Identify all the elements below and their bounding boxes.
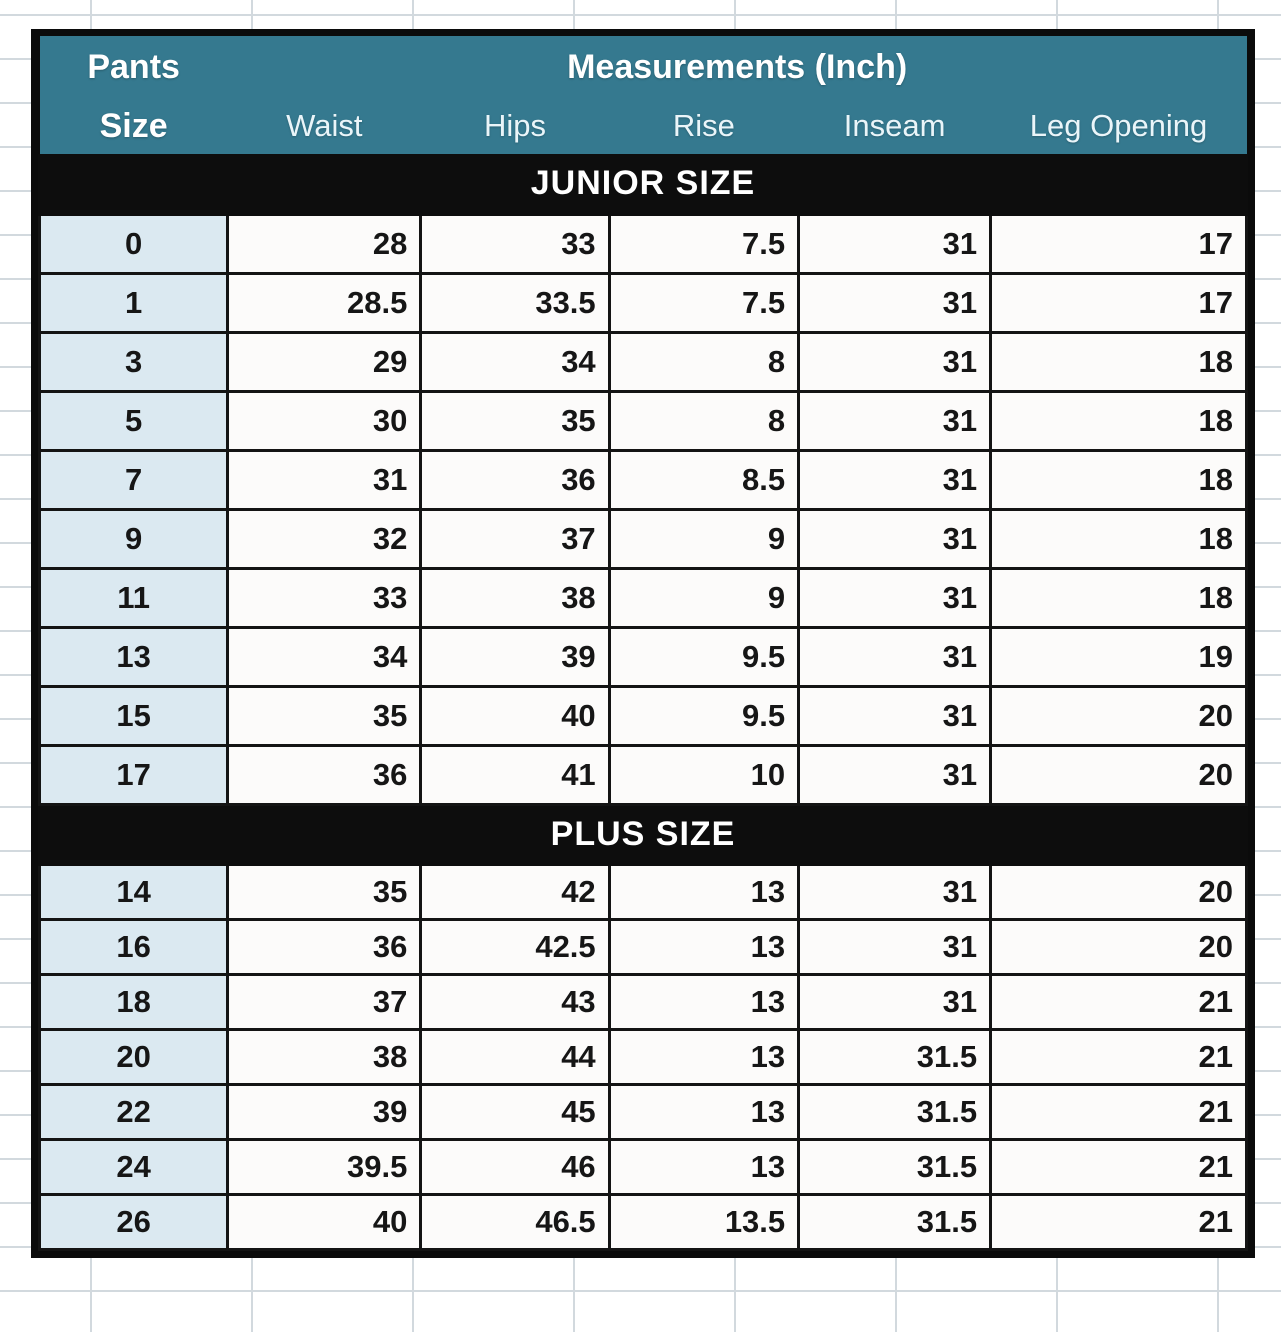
- value-cell-rise: 13.5: [609, 1194, 798, 1249]
- value-cell-hips: 33: [421, 214, 609, 273]
- size-cell: 18: [40, 974, 228, 1029]
- value-cell-inseam: 31.5: [799, 1084, 991, 1139]
- section-header-plus-size: [40, 804, 1247, 864]
- value-cell-hips: 45: [421, 1084, 609, 1139]
- table-row: [40, 686, 1247, 745]
- measurements-group-header: Measurements (Inch): [228, 36, 1247, 98]
- table-row: [40, 1194, 1247, 1249]
- value-cell-waist: 36: [228, 745, 421, 804]
- section-header-row: [40, 804, 1247, 864]
- value-cell-rise: 7.5: [609, 214, 798, 273]
- value-cell-inseam: 31: [799, 627, 991, 686]
- value-cell-waist: 28: [228, 214, 421, 273]
- column-header-rise: Rise: [609, 98, 798, 154]
- value-cell-rise: 9: [609, 568, 798, 627]
- value-cell-rise: 13: [609, 864, 798, 919]
- value-cell-waist: 29: [228, 332, 421, 391]
- value-cell-leg-opening: 17: [991, 214, 1247, 273]
- value-cell-hips: 42.5: [421, 919, 609, 974]
- value-cell-leg-opening: 21: [991, 1139, 1247, 1194]
- value-cell-inseam: 31: [799, 450, 991, 509]
- value-cell-rise: 9: [609, 509, 798, 568]
- value-cell-inseam: 31.5: [799, 1029, 991, 1084]
- size-cell: 17: [40, 745, 228, 804]
- section-title: PLUS SIZE: [550, 814, 736, 853]
- value-cell-inseam: 31: [799, 214, 991, 273]
- value-cell-rise: 13: [609, 974, 798, 1029]
- value-cell-rise: 13: [609, 1084, 798, 1139]
- pants-header-label: Pants: [40, 36, 228, 98]
- size-cell: 11: [40, 568, 228, 627]
- table-body: [40, 154, 1247, 1249]
- size-cell: 22: [40, 1084, 228, 1139]
- value-cell-waist: 36: [228, 919, 421, 974]
- value-cell-inseam: 31: [799, 974, 991, 1029]
- value-cell-rise: 13: [609, 1139, 798, 1194]
- value-cell-inseam: 31: [799, 391, 991, 450]
- size-cell: 1: [40, 273, 228, 332]
- table-row: [40, 391, 1247, 450]
- value-cell-leg-opening: 21: [991, 974, 1247, 1029]
- value-cell-leg-opening: 18: [991, 509, 1247, 568]
- value-cell-hips: 42: [421, 864, 609, 919]
- value-cell-waist: 35: [228, 864, 421, 919]
- value-cell-inseam: 31: [799, 568, 991, 627]
- size-cell: 13: [40, 627, 228, 686]
- size-cell: 16: [40, 919, 228, 974]
- value-cell-waist: 28.5: [228, 273, 421, 332]
- value-cell-inseam: 31.5: [799, 1194, 991, 1249]
- value-cell-waist: 39: [228, 1084, 421, 1139]
- size-cell: 14: [40, 864, 228, 919]
- table-header: [40, 36, 1247, 154]
- column-header-inseam: Inseam: [799, 98, 991, 154]
- value-cell-hips: 34: [421, 332, 609, 391]
- value-cell-rise: 13: [609, 919, 798, 974]
- value-cell-rise: 9.5: [609, 686, 798, 745]
- value-cell-hips: 46: [421, 1139, 609, 1194]
- table-row: [40, 919, 1247, 974]
- table-row: [40, 273, 1247, 332]
- table-row: [40, 974, 1247, 1029]
- value-cell-waist: 34: [228, 627, 421, 686]
- section-header-row: [40, 154, 1247, 214]
- pants-size-table: [38, 36, 1248, 1251]
- table-row: [40, 332, 1247, 391]
- column-header-waist: Waist: [228, 98, 421, 154]
- value-cell-rise: 9.5: [609, 627, 798, 686]
- column-header-leg-opening: Leg Opening: [991, 98, 1247, 154]
- value-cell-hips: 41: [421, 745, 609, 804]
- size-chart-table: [31, 29, 1255, 1258]
- size-column-header: Size: [40, 98, 228, 154]
- table-row: [40, 568, 1247, 627]
- value-cell-leg-opening: 18: [991, 391, 1247, 450]
- table-row: [40, 450, 1247, 509]
- value-cell-leg-opening: 21: [991, 1084, 1247, 1139]
- table-row: [40, 509, 1247, 568]
- size-cell: 20: [40, 1029, 228, 1084]
- value-cell-rise: 13: [609, 1029, 798, 1084]
- value-cell-leg-opening: 19: [991, 627, 1247, 686]
- value-cell-leg-opening: 21: [991, 1194, 1247, 1249]
- column-header-hips: Hips: [421, 98, 609, 154]
- value-cell-inseam: 31: [799, 919, 991, 974]
- value-cell-hips: 39: [421, 627, 609, 686]
- table-row: [40, 1029, 1247, 1084]
- section-header-junior-size: [40, 154, 1247, 214]
- value-cell-rise: 7.5: [609, 273, 798, 332]
- table-row: [40, 745, 1247, 804]
- value-cell-waist: 38: [228, 1029, 421, 1084]
- size-cell: 26: [40, 1194, 228, 1249]
- value-cell-hips: 37: [421, 509, 609, 568]
- value-cell-leg-opening: 20: [991, 864, 1247, 919]
- value-cell-inseam: 31: [799, 509, 991, 568]
- value-cell-inseam: 31: [799, 745, 991, 804]
- value-cell-waist: 37: [228, 974, 421, 1029]
- value-cell-inseam: 31: [799, 332, 991, 391]
- size-cell: 5: [40, 391, 228, 450]
- section-title: JUNIOR SIZE: [530, 163, 756, 202]
- value-cell-inseam: 31: [799, 864, 991, 919]
- table-row: [40, 214, 1247, 273]
- value-cell-waist: 39.5: [228, 1139, 421, 1194]
- value-cell-leg-opening: 18: [991, 568, 1247, 627]
- size-cell: 15: [40, 686, 228, 745]
- table-row: [40, 627, 1247, 686]
- value-cell-inseam: 31.5: [799, 1139, 991, 1194]
- value-cell-hips: 40: [421, 686, 609, 745]
- table-row: [40, 1084, 1247, 1139]
- value-cell-rise: 8: [609, 332, 798, 391]
- value-cell-hips: 44: [421, 1029, 609, 1084]
- size-cell: 24: [40, 1139, 228, 1194]
- table-row: [40, 864, 1247, 919]
- size-cell: 3: [40, 332, 228, 391]
- size-cell: 7: [40, 450, 228, 509]
- value-cell-leg-opening: 20: [991, 686, 1247, 745]
- value-cell-hips: 46.5: [421, 1194, 609, 1249]
- value-cell-leg-opening: 20: [991, 919, 1247, 974]
- value-cell-leg-opening: 21: [991, 1029, 1247, 1084]
- value-cell-hips: 33.5: [421, 273, 609, 332]
- value-cell-leg-opening: 18: [991, 450, 1247, 509]
- value-cell-waist: 30: [228, 391, 421, 450]
- value-cell-inseam: 31: [799, 273, 991, 332]
- value-cell-inseam: 31: [799, 686, 991, 745]
- value-cell-leg-opening: 18: [991, 332, 1247, 391]
- value-cell-waist: 35: [228, 686, 421, 745]
- value-cell-waist: 31: [228, 450, 421, 509]
- value-cell-hips: 38: [421, 568, 609, 627]
- value-cell-rise: 8.5: [609, 450, 798, 509]
- value-cell-hips: 43: [421, 974, 609, 1029]
- value-cell-leg-opening: 20: [991, 745, 1247, 804]
- header-row-columns: [40, 98, 1247, 154]
- value-cell-rise: 8: [609, 391, 798, 450]
- value-cell-waist: 32: [228, 509, 421, 568]
- value-cell-waist: 33: [228, 568, 421, 627]
- value-cell-hips: 36: [421, 450, 609, 509]
- header-row-group: [40, 36, 1247, 98]
- value-cell-waist: 40: [228, 1194, 421, 1249]
- value-cell-rise: 10: [609, 745, 798, 804]
- table-row: [40, 1139, 1247, 1194]
- size-cell: 0: [40, 214, 228, 273]
- value-cell-leg-opening: 17: [991, 273, 1247, 332]
- size-cell: 9: [40, 509, 228, 568]
- value-cell-hips: 35: [421, 391, 609, 450]
